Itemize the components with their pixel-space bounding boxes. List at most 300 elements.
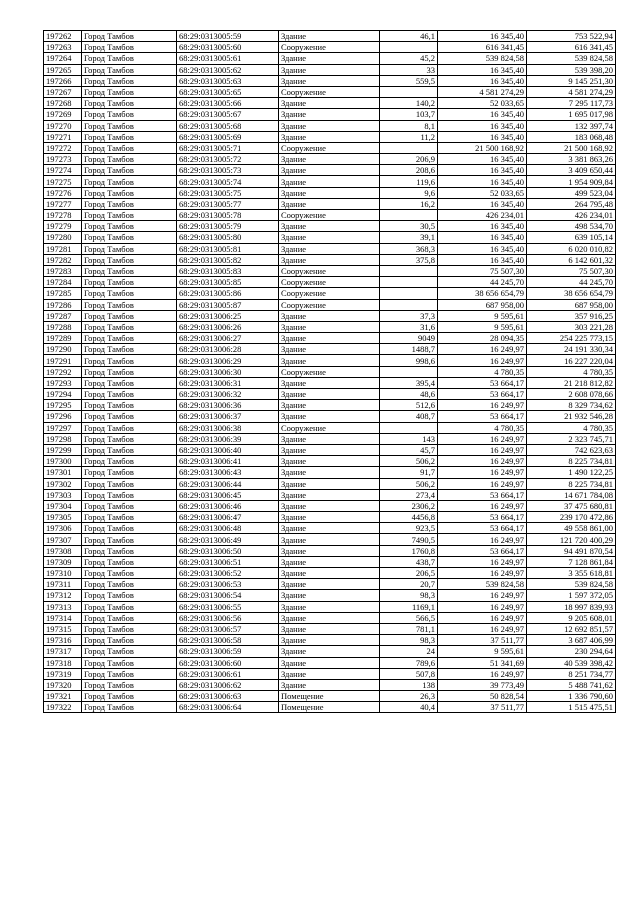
area-cell: 8,1 [380, 120, 438, 131]
table-row [44, 299, 616, 310]
record-number-cell: 197285 [44, 288, 82, 299]
municipality-cell: Город Тамбов [82, 86, 177, 97]
table-body [44, 31, 616, 713]
object-type-cell: Здание [279, 344, 380, 355]
area-cell [380, 366, 438, 377]
record-number-cell: 197281 [44, 243, 82, 254]
cadastral-number-cell: 68:29:0313005:75 [177, 187, 279, 198]
record-number-cell: 197270 [44, 120, 82, 131]
specific-value-cell: 16 345,40 [438, 176, 527, 187]
table-row [44, 198, 616, 209]
object-type-cell: Здание [279, 53, 380, 64]
cadastral-number-cell: 68:29:0313005:86 [177, 288, 279, 299]
object-type-cell: Здание [279, 131, 380, 142]
table-row [44, 120, 616, 131]
record-number-cell: 197321 [44, 691, 82, 702]
specific-value-cell: 616 341,45 [438, 42, 527, 53]
table-row [44, 556, 616, 567]
specific-value-cell: 53 664,17 [438, 377, 527, 388]
specific-value-cell: 9 595,61 [438, 310, 527, 321]
cadastral-value-cell: 1 490 122,25 [527, 467, 616, 478]
municipality-cell: Город Тамбов [82, 702, 177, 713]
area-cell: 408,7 [380, 411, 438, 422]
record-number-cell: 197302 [44, 478, 82, 489]
record-number-cell: 197284 [44, 277, 82, 288]
cadastral-value-cell: 16 227 220,04 [527, 355, 616, 366]
cadastral-value-cell: 264 795,48 [527, 198, 616, 209]
municipality-cell: Город Тамбов [82, 467, 177, 478]
cadastral-number-cell: 68:29:0313005:69 [177, 131, 279, 142]
area-cell: 506,2 [380, 478, 438, 489]
cadastral-number-cell: 68:29:0313006:32 [177, 389, 279, 400]
area-cell [380, 210, 438, 221]
cadastral-value-cell: 5 488 741,62 [527, 679, 616, 690]
cadastral-value-cell: 539 824,58 [527, 579, 616, 590]
table-row [44, 623, 616, 634]
municipality-cell: Город Тамбов [82, 433, 177, 444]
table-row [44, 254, 616, 265]
specific-value-cell: 39 773,49 [438, 679, 527, 690]
specific-value-cell: 16 249,97 [438, 344, 527, 355]
record-number-cell: 197314 [44, 612, 82, 623]
object-type-cell: Здание [279, 98, 380, 109]
area-cell: 98,3 [380, 635, 438, 646]
specific-value-cell: 16 345,40 [438, 221, 527, 232]
specific-value-cell: 37 511,77 [438, 702, 527, 713]
object-type-cell: Сооружение [279, 86, 380, 97]
municipality-cell: Город Тамбов [82, 579, 177, 590]
table-row [44, 377, 616, 388]
municipality-cell: Город Тамбов [82, 165, 177, 176]
record-number-cell: 197262 [44, 31, 82, 42]
table-row [44, 277, 616, 288]
table-row [44, 64, 616, 75]
record-number-cell: 197289 [44, 333, 82, 344]
municipality-cell: Город Тамбов [82, 288, 177, 299]
specific-value-cell: 52 033,65 [438, 187, 527, 198]
cadastral-number-cell: 68:29:0313006:36 [177, 400, 279, 411]
specific-value-cell: 53 664,17 [438, 389, 527, 400]
table-row [44, 422, 616, 433]
table-row [44, 288, 616, 299]
cadastral-value-cell: 8 225 734,81 [527, 478, 616, 489]
cadastral-number-cell: 68:29:0313006:27 [177, 333, 279, 344]
record-number-cell: 197322 [44, 702, 82, 713]
record-number-cell: 197312 [44, 590, 82, 601]
specific-value-cell: 16 249,97 [438, 444, 527, 455]
table-row [44, 154, 616, 165]
municipality-cell: Город Тамбов [82, 568, 177, 579]
record-number-cell: 197315 [44, 623, 82, 634]
object-type-cell: Здание [279, 467, 380, 478]
table-row [44, 679, 616, 690]
record-number-cell: 197263 [44, 42, 82, 53]
specific-value-cell: 52 033,65 [438, 98, 527, 109]
cadastral-number-cell: 68:29:0313005:62 [177, 64, 279, 75]
cadastral-number-cell: 68:29:0313005:66 [177, 98, 279, 109]
cadastral-number-cell: 68:29:0313006:57 [177, 623, 279, 634]
specific-value-cell: 9 595,61 [438, 321, 527, 332]
record-number-cell: 197318 [44, 657, 82, 668]
cadastral-value-cell: 21 218 812,82 [527, 377, 616, 388]
area-cell [380, 299, 438, 310]
area-cell: 46,1 [380, 31, 438, 42]
object-type-cell: Здание [279, 254, 380, 265]
specific-value-cell: 16 249,97 [438, 467, 527, 478]
cadastral-number-cell: 68:29:0313006:63 [177, 691, 279, 702]
cadastral-number-cell: 68:29:0313006:50 [177, 545, 279, 556]
area-cell: 7490,5 [380, 534, 438, 545]
table-row [44, 691, 616, 702]
table-row [44, 42, 616, 53]
cadastral-value-cell: 8 329 734,62 [527, 400, 616, 411]
municipality-cell: Город Тамбов [82, 210, 177, 221]
municipality-cell: Город Тамбов [82, 254, 177, 265]
area-cell: 103,7 [380, 109, 438, 120]
municipality-cell: Город Тамбов [82, 198, 177, 209]
specific-value-cell: 16 345,40 [438, 232, 527, 243]
cadastral-value-cell: 357 916,25 [527, 310, 616, 321]
object-type-cell: Сооружение [279, 210, 380, 221]
cadastral-number-cell: 68:29:0313006:53 [177, 579, 279, 590]
cadastral-value-cell: 9 205 608,01 [527, 612, 616, 623]
area-cell: 39,1 [380, 232, 438, 243]
object-type-cell: Здание [279, 657, 380, 668]
record-number-cell: 197299 [44, 444, 82, 455]
municipality-cell: Город Тамбов [82, 232, 177, 243]
specific-value-cell: 539 824,58 [438, 53, 527, 64]
table-row [44, 579, 616, 590]
municipality-cell: Город Тамбов [82, 187, 177, 198]
object-type-cell: Сооружение [279, 288, 380, 299]
cadastral-value-cell: 3 381 863,26 [527, 154, 616, 165]
specific-value-cell: 539 824,58 [438, 579, 527, 590]
table-row [44, 657, 616, 668]
table-row [44, 131, 616, 142]
cadastral-number-cell: 68:29:0313006:25 [177, 310, 279, 321]
cadastral-number-cell: 68:29:0313006:39 [177, 433, 279, 444]
cadastral-number-cell: 68:29:0313005:78 [177, 210, 279, 221]
record-number-cell: 197273 [44, 154, 82, 165]
specific-value-cell: 16 249,97 [438, 355, 527, 366]
object-type-cell: Здание [279, 198, 380, 209]
cadastral-number-cell: 68:29:0313005:61 [177, 53, 279, 64]
cadastral-value-cell: 303 221,28 [527, 321, 616, 332]
record-number-cell: 197272 [44, 142, 82, 153]
object-type-cell: Здание [279, 377, 380, 388]
record-number-cell: 197292 [44, 366, 82, 377]
object-type-cell: Сооружение [279, 42, 380, 53]
municipality-cell: Город Тамбов [82, 299, 177, 310]
object-type-cell: Здание [279, 444, 380, 455]
cadastral-value-cell: 12 692 851,57 [527, 623, 616, 634]
municipality-cell: Город Тамбов [82, 444, 177, 455]
cadastral-number-cell: 68:29:0313006:37 [177, 411, 279, 422]
table-row [44, 165, 616, 176]
record-number-cell: 197282 [44, 254, 82, 265]
record-number-cell: 197300 [44, 456, 82, 467]
cadastral-value-cell: 499 523,04 [527, 187, 616, 198]
municipality-cell: Город Тамбов [82, 377, 177, 388]
object-type-cell: Здание [279, 523, 380, 534]
specific-value-cell: 4 581 274,29 [438, 86, 527, 97]
municipality-cell: Город Тамбов [82, 277, 177, 288]
area-cell: 98,3 [380, 590, 438, 601]
cadastral-value-cell: 639 105,14 [527, 232, 616, 243]
specific-value-cell: 16 249,97 [438, 590, 527, 601]
object-type-cell: Помещение [279, 691, 380, 702]
object-type-cell: Здание [279, 154, 380, 165]
cadastral-number-cell: 68:29:0313005:63 [177, 75, 279, 86]
cadastral-number-cell: 68:29:0313006:43 [177, 467, 279, 478]
cadastral-value-cell: 94 491 870,54 [527, 545, 616, 556]
area-cell: 31,6 [380, 321, 438, 332]
record-number-cell: 197278 [44, 210, 82, 221]
cadastral-number-cell: 68:29:0313006:38 [177, 422, 279, 433]
cadastral-number-cell: 68:29:0313006:55 [177, 601, 279, 612]
area-cell: 37,3 [380, 310, 438, 321]
record-number-cell: 197266 [44, 75, 82, 86]
cadastral-value-cell: 2 323 745,71 [527, 433, 616, 444]
object-type-cell: Здание [279, 456, 380, 467]
specific-value-cell: 37 511,77 [438, 635, 527, 646]
table-row [44, 590, 616, 601]
cadastral-value-cell: 183 068,48 [527, 131, 616, 142]
cadastral-number-cell: 68:29:0313006:48 [177, 523, 279, 534]
table-row [44, 444, 616, 455]
object-type-cell: Здание [279, 545, 380, 556]
table-row [44, 221, 616, 232]
municipality-cell: Город Тамбов [82, 344, 177, 355]
specific-value-cell: 16 249,97 [438, 456, 527, 467]
specific-value-cell: 44 245,70 [438, 277, 527, 288]
area-cell: 512,6 [380, 400, 438, 411]
record-number-cell: 197279 [44, 221, 82, 232]
area-cell: 140,2 [380, 98, 438, 109]
municipality-cell: Город Тамбов [82, 534, 177, 545]
municipality-cell: Город Тамбов [82, 75, 177, 86]
record-number-cell: 197267 [44, 86, 82, 97]
object-type-cell: Здание [279, 310, 380, 321]
area-cell: 4456,8 [380, 512, 438, 523]
municipality-cell: Город Тамбов [82, 366, 177, 377]
cadastral-number-cell: 68:29:0313006:46 [177, 500, 279, 511]
municipality-cell: Город Тамбов [82, 691, 177, 702]
cadastral-number-cell: 68:29:0313006:54 [177, 590, 279, 601]
cadastral-number-cell: 68:29:0313006:51 [177, 556, 279, 567]
object-type-cell: Здание [279, 187, 380, 198]
cadastral-value-cell: 230 294,64 [527, 646, 616, 657]
area-cell: 20,7 [380, 579, 438, 590]
object-type-cell: Здание [279, 489, 380, 500]
cadastral-value-cell: 4 581 274,29 [527, 86, 616, 97]
cadastral-number-cell: 68:29:0313006:56 [177, 612, 279, 623]
document-page [43, 30, 616, 713]
record-number-cell: 197307 [44, 534, 82, 545]
cadastral-value-cell: 539 398,20 [527, 64, 616, 75]
municipality-cell: Город Тамбов [82, 154, 177, 165]
area-cell [380, 288, 438, 299]
record-number-cell: 197265 [44, 64, 82, 75]
municipality-cell: Город Тамбов [82, 109, 177, 120]
specific-value-cell: 16 249,97 [438, 500, 527, 511]
record-number-cell: 197274 [44, 165, 82, 176]
cadastral-value-cell: 239 170 472,86 [527, 512, 616, 523]
cadastral-value-cell: 1 954 909,84 [527, 176, 616, 187]
specific-value-cell: 16 345,40 [438, 64, 527, 75]
area-cell [380, 142, 438, 153]
municipality-cell: Город Тамбов [82, 389, 177, 400]
municipality-cell: Город Тамбов [82, 265, 177, 276]
specific-value-cell: 16 345,40 [438, 120, 527, 131]
object-type-cell: Здание [279, 120, 380, 131]
area-cell: 138 [380, 679, 438, 690]
area-cell: 30,5 [380, 221, 438, 232]
area-cell: 566,5 [380, 612, 438, 623]
cadastral-value-cell: 687 958,00 [527, 299, 616, 310]
table-row [44, 142, 616, 153]
cadastral-number-cell: 68:29:0313006:31 [177, 377, 279, 388]
cadastral-number-cell: 68:29:0313006:59 [177, 646, 279, 657]
specific-value-cell: 50 828,54 [438, 691, 527, 702]
municipality-cell: Город Тамбов [82, 53, 177, 64]
cadastral-number-cell: 68:29:0313006:49 [177, 534, 279, 545]
object-type-cell: Здание [279, 512, 380, 523]
table-row [44, 75, 616, 86]
municipality-cell: Город Тамбов [82, 31, 177, 42]
cadastral-value-cell: 14 671 784,08 [527, 489, 616, 500]
specific-value-cell: 53 664,17 [438, 489, 527, 500]
object-type-cell: Здание [279, 31, 380, 42]
area-cell: 2306,2 [380, 500, 438, 511]
table-row [44, 31, 616, 42]
cadastral-number-cell: 68:29:0313006:28 [177, 344, 279, 355]
cadastral-number-cell: 68:29:0313005:60 [177, 42, 279, 53]
cadastral-value-cell: 44 245,70 [527, 277, 616, 288]
cadastral-value-cell: 18 997 839,93 [527, 601, 616, 612]
municipality-cell: Город Тамбов [82, 489, 177, 500]
municipality-cell: Город Тамбов [82, 668, 177, 679]
cadastral-number-cell: 68:29:0313005:67 [177, 109, 279, 120]
cadastral-number-cell: 68:29:0313005:59 [177, 31, 279, 42]
specific-value-cell: 21 500 168,92 [438, 142, 527, 153]
cadastral-value-cell: 539 824,58 [527, 53, 616, 64]
record-number-cell: 197296 [44, 411, 82, 422]
object-type-cell: Здание [279, 556, 380, 567]
specific-value-cell: 16 249,97 [438, 534, 527, 545]
cadastral-number-cell: 68:29:0313006:61 [177, 668, 279, 679]
table-row [44, 411, 616, 422]
area-cell: 559,5 [380, 75, 438, 86]
record-number-cell: 197301 [44, 467, 82, 478]
cadastral-value-cell: 616 341,45 [527, 42, 616, 53]
area-cell: 206,9 [380, 154, 438, 165]
cadastral-value-cell: 3 355 618,81 [527, 568, 616, 579]
cadastral-number-cell: 68:29:0313006:58 [177, 635, 279, 646]
table-row [44, 400, 616, 411]
municipality-cell: Город Тамбов [82, 478, 177, 489]
object-type-cell: Сооружение [279, 265, 380, 276]
cadastral-number-cell: 68:29:0313005:68 [177, 120, 279, 131]
object-type-cell: Здание [279, 109, 380, 120]
cadastral-number-cell: 68:29:0313006:29 [177, 355, 279, 366]
area-cell: 208,6 [380, 165, 438, 176]
area-cell: 16,2 [380, 198, 438, 209]
cadastral-value-cell: 24 191 330,34 [527, 344, 616, 355]
specific-value-cell: 16 249,97 [438, 612, 527, 623]
specific-value-cell: 53 664,17 [438, 512, 527, 523]
cadastral-number-cell: 68:29:0313006:62 [177, 679, 279, 690]
object-type-cell: Сооружение [279, 299, 380, 310]
cadastral-number-cell: 68:29:0313005:80 [177, 232, 279, 243]
object-type-cell: Здание [279, 176, 380, 187]
object-type-cell: Здание [279, 400, 380, 411]
municipality-cell: Город Тамбов [82, 221, 177, 232]
cadastral-value-cell: 2 608 078,66 [527, 389, 616, 400]
municipality-cell: Город Тамбов [82, 310, 177, 321]
municipality-cell: Город Тамбов [82, 333, 177, 344]
table-row [44, 109, 616, 120]
cadastral-value-cell: 121 720 400,29 [527, 534, 616, 545]
table-row [44, 601, 616, 612]
area-cell: 45,2 [380, 53, 438, 64]
area-cell: 998,6 [380, 355, 438, 366]
area-cell: 1488,7 [380, 344, 438, 355]
object-type-cell: Здание [279, 500, 380, 511]
cadastral-value-cell: 38 656 654,79 [527, 288, 616, 299]
specific-value-cell: 28 094,35 [438, 333, 527, 344]
table-row [44, 478, 616, 489]
record-number-cell: 197288 [44, 321, 82, 332]
cadastral-number-cell: 68:29:0313005:73 [177, 165, 279, 176]
record-number-cell: 197276 [44, 187, 82, 198]
area-cell: 395,4 [380, 377, 438, 388]
record-number-cell: 197287 [44, 310, 82, 321]
specific-value-cell: 426 234,01 [438, 210, 527, 221]
cadastral-value-cell: 6 142 601,32 [527, 254, 616, 265]
object-type-cell: Здание [279, 221, 380, 232]
municipality-cell: Город Тамбов [82, 142, 177, 153]
table-row [44, 321, 616, 332]
municipality-cell: Город Тамбов [82, 523, 177, 534]
object-type-cell: Здание [279, 411, 380, 422]
municipality-cell: Город Тамбов [82, 500, 177, 511]
municipality-cell: Город Тамбов [82, 131, 177, 142]
municipality-cell: Город Тамбов [82, 422, 177, 433]
area-cell: 119,6 [380, 176, 438, 187]
record-number-cell: 197294 [44, 389, 82, 400]
specific-value-cell: 4 780,35 [438, 366, 527, 377]
cadastral-number-cell: 68:29:0313006:44 [177, 478, 279, 489]
record-number-cell: 197283 [44, 265, 82, 276]
cadastral-value-cell: 75 507,30 [527, 265, 616, 276]
record-number-cell: 197297 [44, 422, 82, 433]
area-cell: 26,3 [380, 691, 438, 702]
table-row [44, 366, 616, 377]
object-type-cell: Здание [279, 243, 380, 254]
municipality-cell: Город Тамбов [82, 42, 177, 53]
municipality-cell: Город Тамбов [82, 635, 177, 646]
specific-value-cell: 16 249,97 [438, 623, 527, 634]
record-number-cell: 197275 [44, 176, 82, 187]
cadastral-number-cell: 68:29:0313006:41 [177, 456, 279, 467]
specific-value-cell: 16 345,40 [438, 131, 527, 142]
object-type-cell: Здание [279, 534, 380, 545]
cadastral-value-cell: 132 397,74 [527, 120, 616, 131]
area-cell: 91,7 [380, 467, 438, 478]
table-row [44, 646, 616, 657]
cadastral-number-cell: 68:29:0313005:79 [177, 221, 279, 232]
